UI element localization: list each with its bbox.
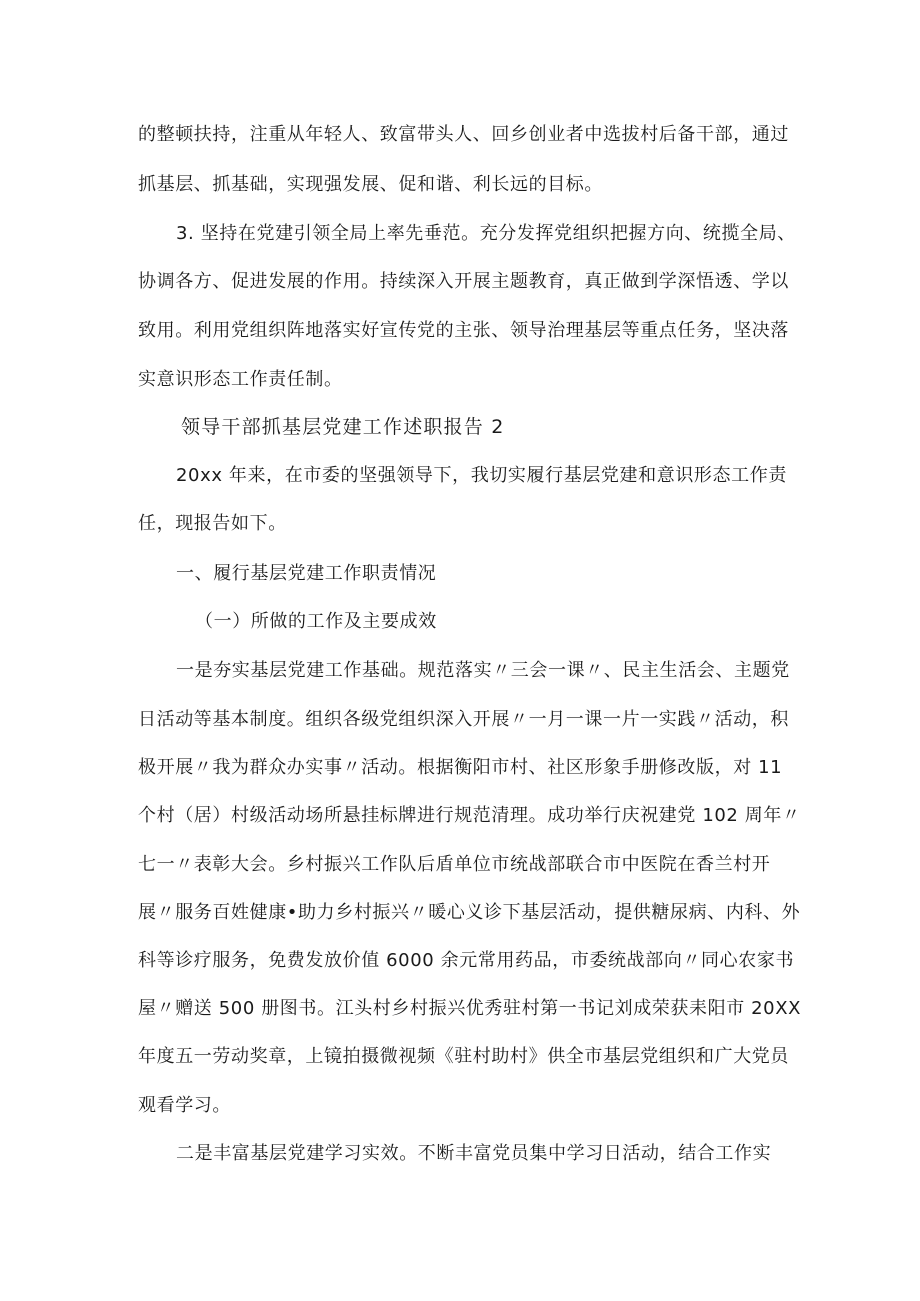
section-heading: 一、履行基层党建工作职责情况	[176, 563, 437, 584]
paragraph-line: 的整顿扶持，注重从年轻人、致富带头人、回乡创业者中选拔村后备干部，通过	[138, 124, 789, 145]
paragraph-line: 任，现报告如下。	[138, 513, 287, 534]
paragraph-line: 日活动等基本制度。组织各级党组织深入开展〃一月一课一片一实践〃活动，积	[138, 709, 789, 730]
paragraph-line: 一是夯实基层党建工作基础。规范落实〃三会一课〃、民主生活会、主题党	[176, 660, 790, 681]
paragraph-line: 二是丰富基层党建学习实效。不断丰富党员集中学习日活动，结合工作实	[176, 1143, 772, 1164]
paragraph-line: 观看学习。	[138, 1095, 231, 1116]
paragraph-line: 20xx 年来，在市委的坚强领导下，我切实履行基层党建和意识形态工作责	[176, 465, 787, 486]
paragraph-line: 个村（居）村级活动场所悬挂标牌进行规范清理。成功举行庆祝建党 102 周年〃	[138, 805, 801, 826]
paragraph-line: 七一〃表彰大会。乡村振兴工作队后盾单位市统战部联合市中医院在香兰村开	[138, 854, 771, 875]
paragraph-line: 3. 坚持在党建引领全局上率先垂范。充分发挥党组织把握方向、统揽全局、	[176, 223, 796, 244]
section-title: 领导干部抓基层党建工作述职报告 2	[181, 416, 505, 438]
paragraph-line: 科等诊疗服务，免费发放价值 6000 余元常用药品，市委统战部向〃同心农家书	[138, 950, 795, 971]
subsection-heading: （一）所做的工作及主要成效	[195, 611, 437, 632]
paragraph-line: 展〃服务百姓健康•助力乡村振兴〃暖心义诊下基层活动，提供糖尿病、内科、外	[138, 902, 801, 923]
paragraph-line: 抓基层、抓基础，实现强发展、促和谐、利长远的目标。	[138, 174, 603, 195]
paragraph-line: 实意识形态工作责任制。	[138, 369, 343, 390]
paragraph-line: 致用。利用党组织阵地落实好宣传党的主张、领导治理基层等重点任务，坚决落	[138, 320, 789, 341]
paragraph-line: 屋〃赠送 500 册图书。江头村乡村振兴优秀驻村第一书记刘成荣获耒阳市 20XX	[138, 998, 802, 1019]
paragraph-line: 极开展〃我为群众办实事〃活动。根据衡阳市村、社区形象手册修改版，对 11	[138, 757, 783, 778]
paragraph-line: 年度五一劳动奖章，上镜拍摄微视频《驻村助村》供全市基层党组织和广大党员	[138, 1046, 789, 1067]
paragraph-line: 协调各方、促进发展的作用。持续深入开展主题教育，真正做到学深悟透、学以	[138, 271, 789, 292]
